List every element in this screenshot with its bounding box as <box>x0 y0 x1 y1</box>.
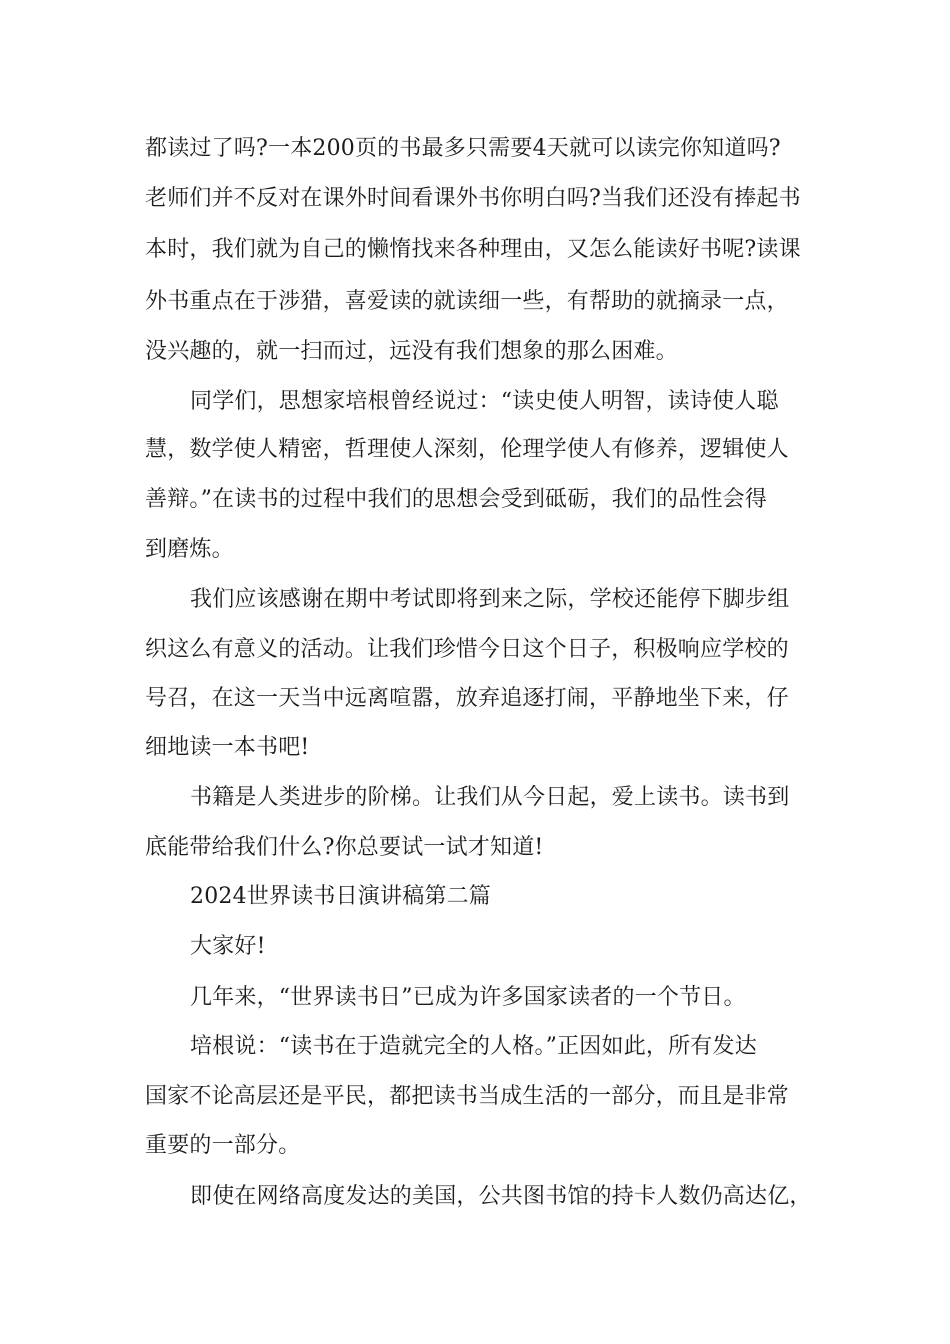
paragraph-first-line: 培根说：“读书在于造就完全的人格。”正因如此，所有发达 <box>190 1034 757 1059</box>
text-line: 织这么有意义的活动。让我们珍惜今日这个日子，积极响应学校的 <box>145 637 789 662</box>
paragraph-first-line: 几年来，“世界读书日”已成为许多国家读者的一个节日。 <box>190 985 746 1010</box>
text-line: 号召，在这一天当中远离喧嚣，放弃追逐打闹，平静地坐下来，仔 <box>145 686 789 711</box>
text-line: 老师们并不反对在课外时间看课外书你明白吗?当我们还没有捧起书 <box>145 186 801 211</box>
greeting-line: 大家好! <box>190 934 266 959</box>
section-heading: 2024世界读书日演讲稿第二篇 <box>190 884 491 909</box>
paragraph-first-line: 同学们，思想家培根曾经说过：“读史使人明智，读诗使人聪 <box>190 389 779 414</box>
text-line: 外书重点在于涉猎，喜爱读的就读细一些，有帮助的就摘录一点， <box>145 289 789 314</box>
text-line: 到磨炼。 <box>145 537 234 562</box>
text-line: 重要的一部分。 <box>145 1133 301 1158</box>
text-line: 没兴趣的，就一扫而过，远没有我们想象的那么困难。 <box>145 339 678 364</box>
text-line: 细地读一本书吧! <box>145 735 310 760</box>
paragraph-first-line: 即使在网络高度发达的美国，公共图书馆的持卡人数仍高达亿， <box>190 1184 812 1209</box>
text-line: 慧，数学使人精密，哲理使人深刻，伦理学使人有修养，逻辑使人 <box>145 437 789 462</box>
text-line: 善辩。”在读书的过程中我们的思想会受到砥砺，我们的品性会得 <box>145 487 768 512</box>
paragraph-first-line: 我们应该感谢在期中考试即将到来之际，学校还能停下脚步组 <box>190 587 790 612</box>
text-line: 都读过了吗?一本200页的书最多只需要4天就可以读完你知道吗? <box>145 136 781 161</box>
text-line: 国家不论高层还是平民，都把读书当成生活的一部分，而且是非常 <box>145 1084 789 1109</box>
text-line: 本时，我们就为自己的懒惰找来各种理由，又怎么能读好书呢?读课 <box>145 237 801 262</box>
text-line: 底能带给我们什么?你总要试一试才知道! <box>145 835 544 860</box>
paragraph-first-line: 书籍是人类进步的阶梯。让我们从今日起，爱上读书。读书到 <box>190 785 790 810</box>
